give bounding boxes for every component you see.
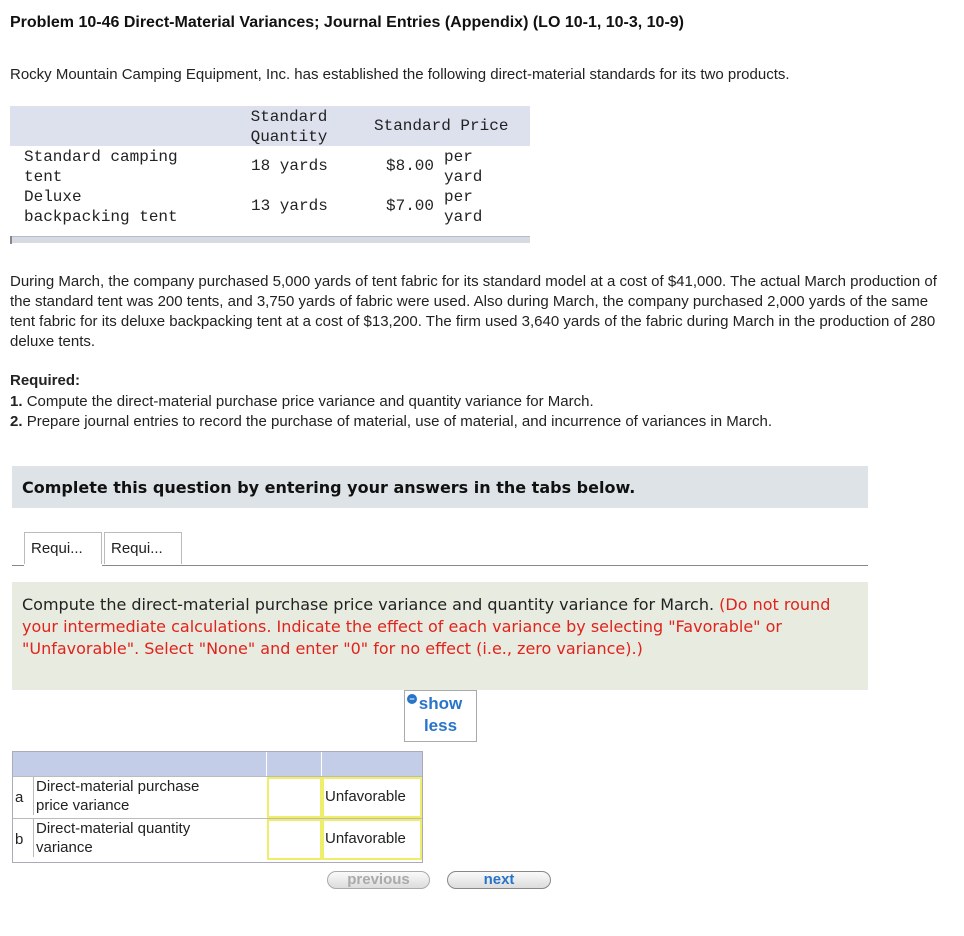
answer-table-header-letter xyxy=(13,752,33,776)
row-standard-name-line1: Standard camping xyxy=(24,148,178,166)
purchase-price-variance-input[interactable] xyxy=(267,777,322,818)
show-less-line2: less xyxy=(423,716,458,735)
next-button[interactable]: next xyxy=(447,871,551,889)
row-deluxe-price: $7.00 xyxy=(386,197,435,215)
standards-table-rule-tick xyxy=(10,236,12,244)
required-item-2-num: 2. xyxy=(10,413,23,430)
header-qty-line1: Standard xyxy=(250,108,328,126)
header-standard-price: Standard Price xyxy=(374,117,509,135)
row-a-label xyxy=(33,777,263,815)
instructions-note: (Do not round your intermediate calculations. Indicate the effect of each variance by selecting "Favorable" or "Unfavorable". Select "None" and enter "0" for no effect (i.e., zero variance).) xyxy=(22,595,831,658)
row-a-label-line1: Direct-material purchase xyxy=(36,778,200,795)
tab-required-2[interactable]: Requi... xyxy=(104,532,182,564)
collapse-icon: − xyxy=(407,694,417,704)
row-b-label-line1: Direct-material quantity xyxy=(36,820,191,837)
show-less-line1: show xyxy=(418,694,463,713)
row-deluxe-name-line1: Deluxe xyxy=(24,188,82,206)
quantity-variance-input[interactable] xyxy=(267,819,322,860)
required-item-1 xyxy=(10,393,594,410)
row-a-letter: a xyxy=(15,789,24,806)
intro-text: Rocky Mountain Camping Equipment, Inc. has established the following direct-material standards for its two products. xyxy=(10,66,790,83)
row-standard-qty: 18 yards xyxy=(251,157,328,175)
required-item-1-num: 1. xyxy=(10,393,23,410)
answer-table-header-label xyxy=(31,752,268,776)
row-standard-unit xyxy=(444,147,482,187)
row-b-letter: b xyxy=(15,831,24,848)
active-tab-gap xyxy=(24,564,102,566)
required-title: Required: xyxy=(10,372,81,389)
row-deluxe-qty: 13 yards xyxy=(251,197,328,215)
show-less-button[interactable] xyxy=(404,690,477,742)
purchase-price-variance-effect-select[interactable]: Unfavorable xyxy=(322,777,422,818)
row-deluxe-name-line2: backpacking tent xyxy=(24,208,178,226)
complete-question-banner: Complete this question by entering your answers in the tabs below. xyxy=(12,466,868,508)
row-b-label-line2: variance xyxy=(36,839,93,856)
required-item-2-text: Prepare journal entries to record the purchase of material, use of material, and incurrence of variances in March. xyxy=(26,413,773,430)
problem-paragraph: During March, the company purchased 5,000 yards of tent fabric for its standard model at a cost of $41,000. The actual March production of the standard tent was 200 tents, and 3,750 yards of fabric were used. Also during March, the company purchased 2,000 yards of the same tent fabric for its deluxe backpacking tent at a cost of $13,200. The firm used 3,640 yards of the fabric during March in the production of 280 deluxe tents. xyxy=(10,273,937,350)
standards-table-footer-rule xyxy=(10,236,530,243)
answer-table-header-effect xyxy=(322,752,422,776)
answer-table xyxy=(12,751,423,863)
header-qty-line2: Quantity xyxy=(250,128,328,146)
row-deluxe-unit xyxy=(444,187,482,227)
answer-table-header-value xyxy=(267,752,323,776)
previous-button[interactable]: previous xyxy=(327,871,430,889)
quantity-variance-effect-select[interactable]: Unfavorable xyxy=(322,819,422,860)
row-b-label xyxy=(33,819,263,857)
row-standard-price: $8.00 xyxy=(386,157,435,175)
instructions-box xyxy=(12,582,868,690)
row-standard-name-line2: tent xyxy=(24,168,63,186)
row-a-label-line2: price variance xyxy=(36,797,130,814)
tab-strip-line xyxy=(12,565,868,566)
tab-required-1[interactable]: Requi... xyxy=(24,532,102,564)
header-standard-quantity xyxy=(245,107,333,147)
row-deluxe-unit-line1: per xyxy=(444,188,473,206)
row-standard-unit-line2: yard xyxy=(444,168,483,186)
required-item-1-text: Compute the direct-material purchase price variance and quantity variance for March. xyxy=(26,393,594,410)
row-deluxe-name xyxy=(24,187,178,227)
row-standard-name xyxy=(24,147,178,187)
row-deluxe-unit-line2: yard xyxy=(444,208,483,226)
required-item-2 xyxy=(10,413,772,430)
page-title: Problem 10-46 Direct-Material Variances; Journal Entries (Appendix) (LO 10-1, 10-3, 10-9) xyxy=(10,14,685,31)
row-standard-unit-line1: per xyxy=(444,148,473,166)
instructions-main: Compute the direct-material purchase price variance and quantity variance for March. xyxy=(22,595,715,614)
